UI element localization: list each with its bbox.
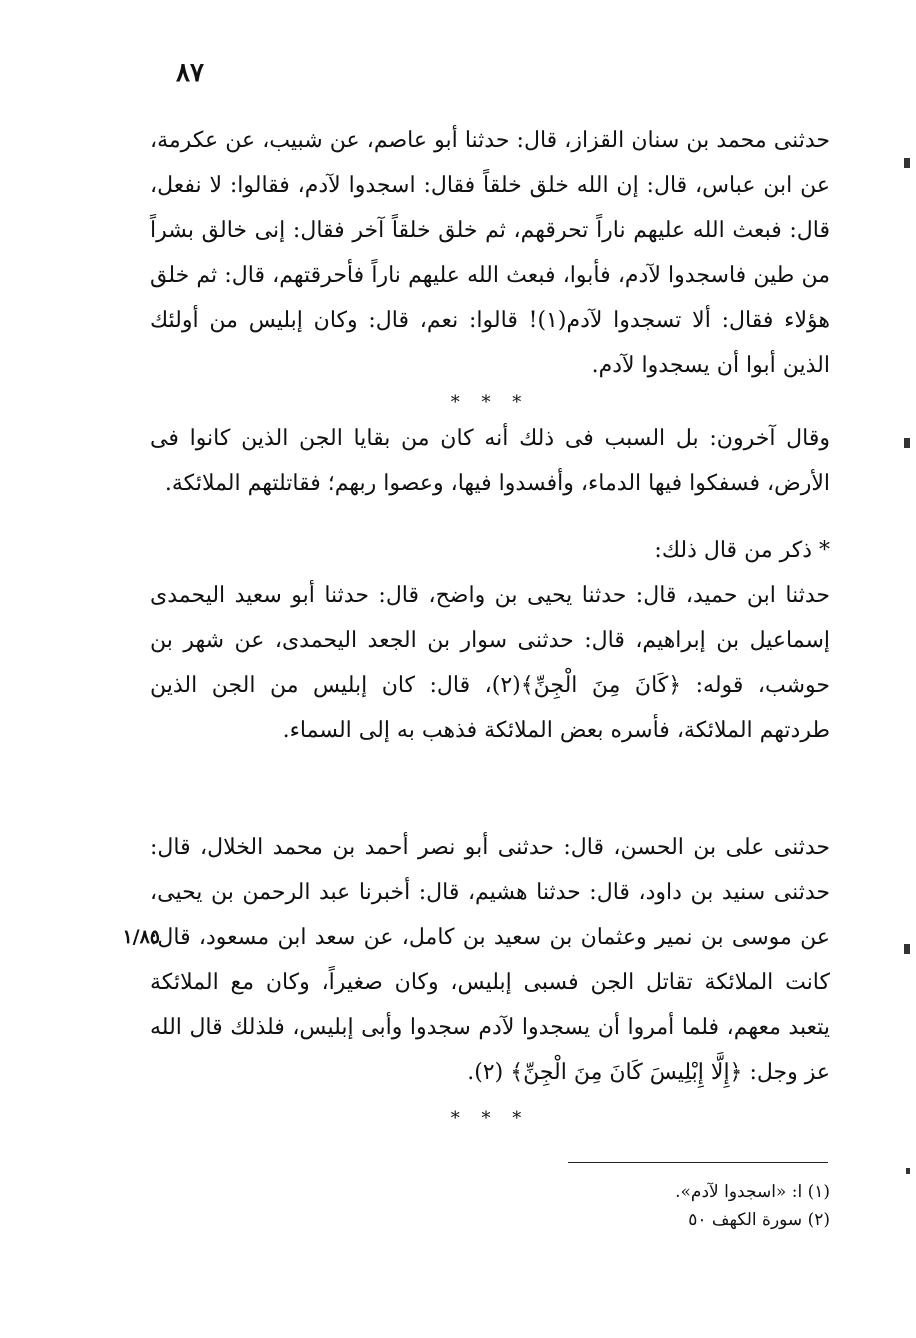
paragraph-4: حدثنى على بن الحسن، قال: حدثنى أبو نصر أحمد بن محمد الخلال، قال: حدثنى سنيد بن داود، قال: حدثنا هشيم، قال: أخبرنا عبد الرحمن بن يحيى، عن موسى بن نمير وعثمان بن سعيد بن كامل، عن سعد ابن مسعود، قال: كانت الملائكة تقاتل الجن فسبى إبليس، وكان صغيراً، وكان مع الملائكة يتعبد معهم، فلما أمروا أن يسجدوا لآدم سجدوا وأبى إبليس، فلذلك قال الله عز وجل: ﴿إِلَّا إِبْلِيسَ كَانَ مِنَ الْجِنِّ﴾ (٢). bbox=[150, 835, 830, 1085]
edge-mark bbox=[906, 1168, 910, 1174]
edge-mark bbox=[904, 438, 910, 448]
edge-mark bbox=[904, 944, 910, 954]
paragraph-2: وقال آخرون: بل السبب فى ذلك أنه كان من بقايا الجن الذين كانوا فى الأرض، فسفكوا فيها الدماء، وأفسدوا فيها، وعصوا ربهم؛ فقاتلتهم الملائكة. bbox=[150, 426, 830, 496]
footnotes bbox=[500, 1178, 830, 1234]
separator-stars-2: * * * bbox=[450, 1108, 530, 1129]
edge-mark bbox=[904, 158, 910, 168]
footnote-2: (٢) سورة الكهف ٥٠ bbox=[688, 1210, 830, 1230]
footnote-1: (١) ا: «اسجدوا لآدم». bbox=[675, 1182, 830, 1202]
paragraph-3: حدثنا ابن حميد، قال: حدثنا يحيى بن واضح، قال: حدثنا أبو سعيد اليحمدى إسماعيل بن إبراهيم، قال: حدثنى سوار بن الجعد اليحمدى، عن شهر بن حوشب، قوله: ﴿كَانَ مِنَ الْجِنِّ﴾(٢)، قال: كان إبليس من الجن الذين طردتهم الملائكة، فأسره بعض الملائكة فذهب به إلى السماء. bbox=[150, 583, 831, 743]
footnote-rule bbox=[568, 1162, 828, 1163]
section-heading: * ذكر من قال ذلك: bbox=[654, 538, 830, 563]
margin-reference: ١/٨٥ bbox=[122, 926, 160, 948]
page-number: ٨٧ bbox=[176, 58, 204, 88]
paragraph-1: حدثنى محمد بن سنان القزاز، قال: حدثنا أبو عاصم، عن شبيب، عن عكرمة، عن ابن عباس، قال: إن الله خلق خلقاً فقال: اسجدوا لآدم، فقالوا: لا نفعل، قال: فبعث الله عليهم ناراً تحرقهم، ثم خلق خلقاً آخر فقال: إنى خالق بشراً من طين فاسجدوا لآدم، فأبوا، فبعث الله عليهم ناراً فأحرقتهم، قال: ثم خلق هؤلاء فقال: ألا تسجدوا لآدم(١)! قالوا: نعم، قال: وكان إبليس من أولئك الذين أبوا أن يسجدوا لآدم. bbox=[150, 128, 830, 378]
separator-stars-1: * * * bbox=[450, 392, 530, 413]
